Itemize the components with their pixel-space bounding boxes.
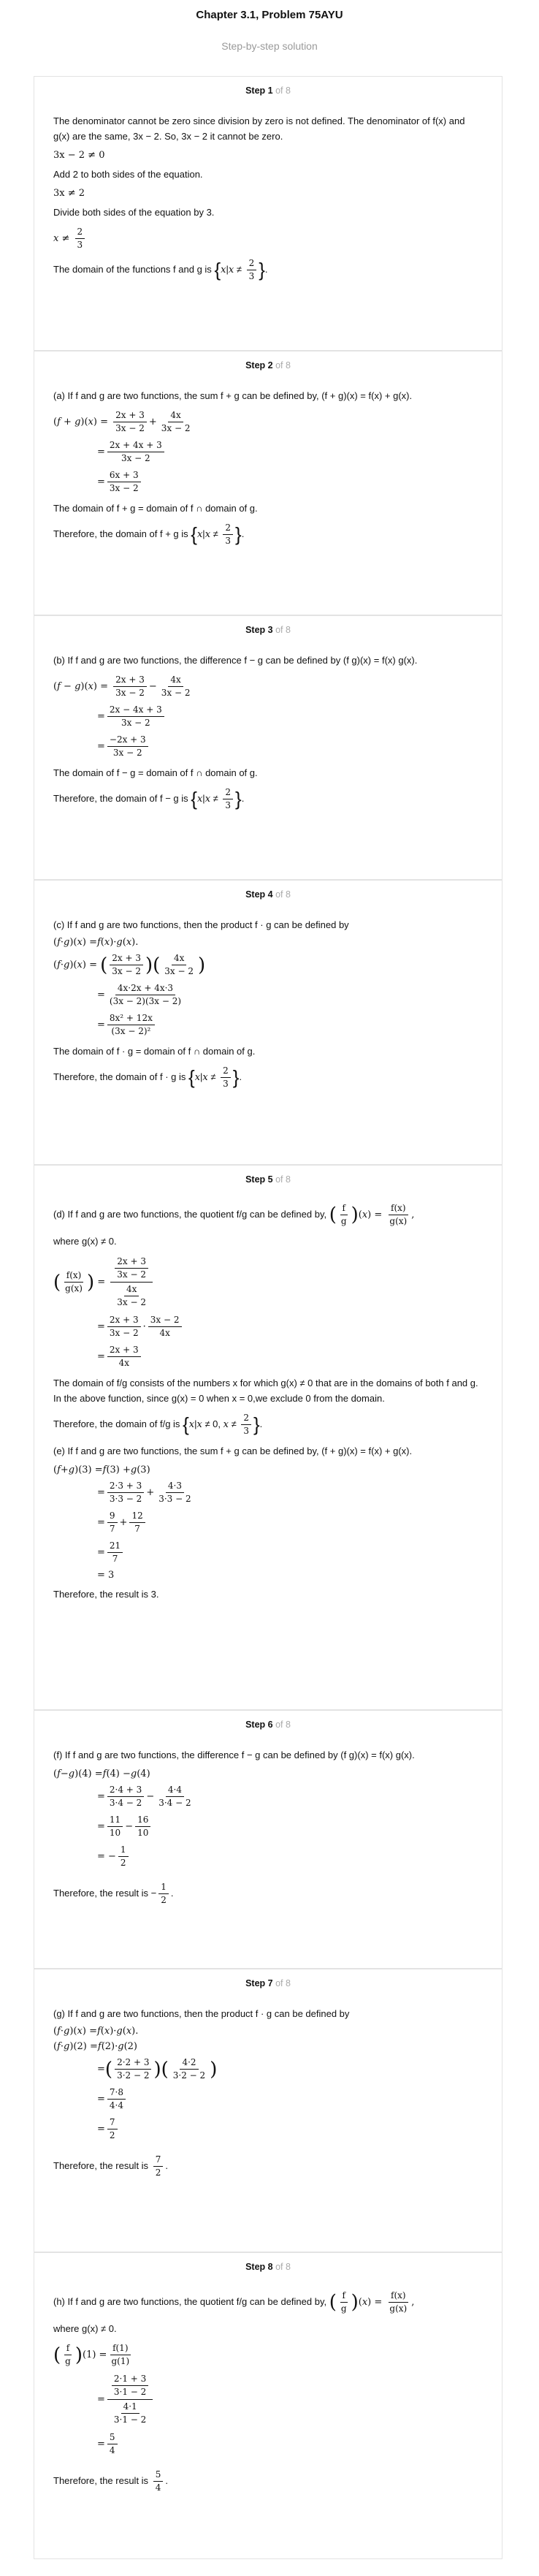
step-text: where g(x) ≠ 0. [53, 1236, 117, 1247]
equation: = $\frac{21}{7}$ [53, 1540, 483, 1565]
step-card-3 [34, 615, 502, 880]
equation: = $\frac{5}{4}$ [53, 2431, 483, 2457]
page-subtitle: Step-by-step solution [221, 40, 318, 52]
step-text: Add 2 to both sides of the equation. [53, 169, 203, 180]
page-title: Chapter 3.1, Problem 75AYU [196, 9, 343, 21]
step-text: The denominator cannot be zero since division by zero is not defined. The denominator of f(x) and g(x) are the same, 3x − 2. So, 3x − 2 it cannot be zero. [53, 115, 465, 142]
step-text: Therefore, the domain of f + g is {x|x ≠ $\frac{2}{3}$ }. [53, 523, 245, 546]
equation: (f − g)(x) = $\frac{2x + 3}{3x - 2}$ − $\frac{4x}{3x - 2}$ [53, 675, 191, 698]
step-header: Step 3 of 8 [245, 625, 291, 635]
step-text: (d) If f and g are two functions, the quotient f/g can be defined by, ( $\frac{f}{g}$ )(x) = $\frac{f(x)}{g(x)}$ , [53, 1203, 415, 1226]
step-card-5 [34, 1165, 502, 1710]
step-card-8 [34, 2252, 502, 2559]
equation: 3x − 2 ≠ 0 [53, 150, 105, 161]
equation: = $\frac{2x + 3}{3x - 2}$ · $\frac{3x - 2}{4x}$ [53, 1314, 483, 1340]
equation: = $\frac{2\cdot 4 + 3}{3\cdot 4 - 2}$ − $\frac{4\cdot 4}{3\cdot 4 - 2}$ [97, 1785, 191, 1808]
equation: (f + g)(x) = $\frac{2x + 3}{3x - 2}$ + $\frac{4x}{3x - 2}$ [53, 410, 191, 433]
step-text: Divide both sides of the equation by 3. [53, 207, 215, 218]
step-text: Therefore, the domain of f · g is {x|x ≠ $\frac{2}{3}$ }. [53, 1065, 242, 1089]
step-header: Step 8 of 8 [245, 2262, 291, 2272]
step-card-6 [34, 1710, 502, 1969]
step-text: The domain of f · g = domain of f ∩ domain of g. [53, 1046, 256, 1057]
step-card-4 [34, 880, 502, 1165]
equation: ( f · g )( x ) = f ( x )· g ( x ). [53, 937, 139, 948]
step-text: The domain of f − g = domain of f ∩ domain of g. [53, 767, 258, 778]
step-card-2 [34, 351, 502, 615]
step-header: Step 7 of 8 [245, 1978, 291, 1988]
step-text: (b) If f and g are two functions, the difference f − g can be defined by (f g)(x) = f(x) g(x). [53, 655, 418, 666]
step-text: (f) If f and g are two functions, the difference f − g can be defined by (f g)(x) = f(x) g(x). [53, 1749, 415, 1760]
equation: (f·g)(x) = ( $\frac{2x + 3}{3x - 2}$ ) ( $\frac{4x}{3x - 2}$ ) [53, 953, 206, 976]
equation: = ( $\frac{2\cdot 2 + 3}{3\cdot 2 - 2}$ ) ( $\frac{4\cdot 2}{3\cdot 2 - 2}$ ) [97, 2057, 218, 2081]
equation: = $\frac{7\cdot 8}{4\cdot 4}$ [53, 2086, 483, 2112]
step-text: Therefore, the result is 3. [53, 1589, 159, 1600]
equation: = $\frac{2x - 4x + 3}{3x - 2}$ [53, 704, 483, 729]
step-card-7 [34, 1969, 502, 2252]
step-text: (c) If f and g are two functions, then the product f · g can be defined by [53, 919, 349, 930]
equation: = $\frac{\frac{2\cdot 1 + 3}{3\cdot 1 - 2}}{\frac{4\cdot 1}{3\cdot 1 - 2}}$ [53, 2372, 483, 2427]
equation: = $\frac{2x + 4x + 3}{3x - 2}$ [53, 439, 483, 465]
step-text: Therefore, the result is $\frac{7}{2}$ . [53, 2154, 168, 2178]
step-text: where g(x) ≠ 0. [53, 2323, 117, 2334]
step-header: Step 4 of 8 [245, 889, 291, 900]
equation: = $\frac{\text{8x² + 12x}}{\text{(3x − 2)²}}$ [53, 1012, 483, 1038]
page-header [0, 0, 539, 52]
step-text: (h) If f and g are two functions, the quotient f/g can be defined by, ( $\frac{f}{g}$ )(x) = $\frac{f(x)}{g(x)}$ , [53, 2290, 415, 2314]
equation: ( $\frac{f(x)}{g(x)}$ ) = $\frac{\frac{2x + 3}{3x - 2}}{\frac{4x}{3x - 2}}$ [53, 1255, 483, 1310]
step-text: Therefore, the result is − $\frac{1}{2}$ . [53, 1882, 174, 1905]
step-card-1 [34, 76, 502, 351]
equation: = $\frac{2\cdot 3 + 3}{3\cdot 3 - 2}$ + $\frac{4\cdot 3}{3\cdot 3 - 2}$ [97, 1481, 191, 1504]
step-text: Therefore, the domain of f/g is {x|x ≠ 0, x ≠ $\frac{2}{3}$ }. [53, 1413, 263, 1436]
equation: = 3 [97, 1570, 115, 1581]
step-text: The domain of the functions f and g is {x|x ≠ $\frac{2}{3}$ }. [53, 258, 268, 281]
step-header: Step 5 of 8 [245, 1174, 291, 1185]
equation: x ≠ $\frac{2}{3}$ [53, 226, 483, 251]
equation: = $\frac{-2x + 3}{3x - 2}$ [53, 734, 483, 759]
equation: 3x ≠ 2 [53, 188, 85, 199]
step-text: Therefore, the result is $\frac{5}{4}$ . [53, 2469, 168, 2493]
step-text: (a) If f and g are two functions, the sum f + g can be defined by, (f + g)(x) = f(x) + g(x). [53, 390, 413, 401]
step-header: Step 2 of 8 [245, 360, 291, 371]
step-text: The domain of f + g = domain of f ∩ domain of g. [53, 503, 258, 514]
step-header: Step 1 of 8 [245, 86, 291, 96]
equation: ( f · g )( x ) = f ( x )· g ( x ). [53, 2026, 139, 2037]
step-header: Step 6 of 8 [245, 1720, 291, 1730]
equation: ( $\frac{f}{g}$ ) (1) = $\frac{f(1)}{g(1)}$ [53, 2343, 130, 2366]
equation: = $\frac{11}{10}$ − $\frac{16}{10}$ [53, 1814, 483, 1839]
equation: = $\frac{9}{7}$ + $\frac{12}{7}$ [53, 1510, 483, 1535]
step-text: The domain of f/g consists of the numbers x for which g(x) ≠ 0 that are in the domains of both f and g. In the above function, since g(x) = 0 when x = 0,we exclude 0 from the domain. [53, 1378, 478, 1404]
equation: ( f + g )(3) = f (3) + g (3) [53, 1464, 150, 1475]
step-text: (g) If f and g are two functions, then the product f · g can be defined by [53, 2008, 350, 2019]
step-text: Therefore, the domain of f − g is {x|x ≠ $\frac{2}{3}$ }. [53, 787, 245, 810]
equation: = $\frac{4x\cdot 2x + 4x\cdot 3}{(3x - 2)(3x - 2)}$ [97, 983, 182, 1006]
equation: ( f · g )(2) = f (2)· g (2) [53, 2041, 137, 2052]
equation: = $\frac{2x + 3}{4x}$ [53, 1344, 483, 1369]
equation: = $\frac{6x + 3}{3x - 2}$ [53, 469, 483, 495]
equation: = $\frac{7}{2}$ [53, 2116, 483, 2142]
equation: ( f − g )(4) = f (4) − g (4) [53, 1768, 150, 1779]
equation: = − $\frac{1}{2}$ [53, 1844, 483, 1869]
step-text: (e) If f and g are two functions, the sum f + g can be defined by, (f + g)(x) = f(x) + g(x). [53, 1445, 413, 1456]
